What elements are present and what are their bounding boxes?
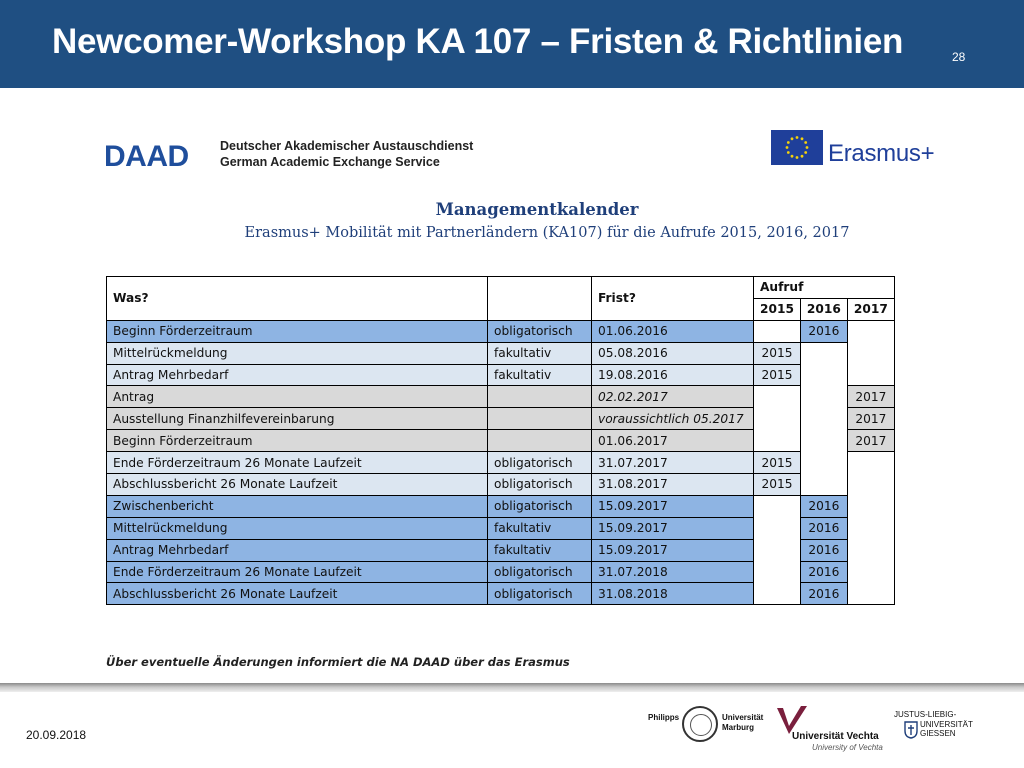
document-title: Managementkalender xyxy=(435,200,639,219)
cell-frist: voraussichtlich 05.2017 xyxy=(592,408,754,430)
cell-type: obligatorisch xyxy=(488,474,592,496)
cell-frist: 31.07.2017 xyxy=(592,452,754,474)
daad-line-en: German Academic Exchange Service xyxy=(220,155,440,169)
cell-2016: 2016 xyxy=(800,320,847,342)
footer-divider xyxy=(0,683,1024,692)
footnote: Über eventuelle Änderungen informiert die NA DAAD über das Erasmus xyxy=(106,655,570,669)
marburg-seal-icon xyxy=(682,706,718,742)
cell-was: Abschlussbericht 26 Monate Laufzeit xyxy=(107,583,488,605)
cell-2017: 2017 xyxy=(847,386,894,408)
cell-type: obligatorisch xyxy=(488,452,592,474)
header-frist: Frist? xyxy=(592,277,754,321)
marburg-logo-text xyxy=(722,713,763,733)
cell-2016: 2016 xyxy=(800,561,847,583)
slide-number: 28 xyxy=(952,50,966,64)
slide-title: Newcomer-Workshop KA 107 – Fristen & Richtlinien xyxy=(52,22,904,61)
cell-2017-empty xyxy=(847,452,894,605)
cell-was: Ende Förderzeitraum 26 Monate Laufzeit xyxy=(107,452,488,474)
philipps-logo-text: Philipps xyxy=(648,713,680,722)
cell-was: Mittelrückmeldung xyxy=(107,517,488,539)
cell-was: Ende Förderzeitraum 26 Monate Laufzeit xyxy=(107,561,488,583)
cell-type xyxy=(488,386,592,408)
daad-logo: DAAD xyxy=(104,140,189,173)
cell-2015-empty xyxy=(754,495,801,604)
document-subtitle: Erasmus+ Mobilität mit Partnerländern (KA107) für die Aufrufe 2015, 2016, 2017 xyxy=(244,225,850,241)
cell-frist: 05.08.2016 xyxy=(592,342,754,364)
cell-was: Antrag Mehrbedarf xyxy=(107,539,488,561)
daad-line-de: Deutscher Akademischer Austauschdienst xyxy=(220,139,474,153)
header-was: Was? xyxy=(107,277,488,321)
cell-frist: 01.06.2016 xyxy=(592,320,754,342)
slide-header xyxy=(0,0,1024,88)
cell-type: fakultativ xyxy=(488,364,592,386)
cell-was: Ausstellung Finanzhilfevereinbarung xyxy=(107,408,488,430)
cell-type: obligatorisch xyxy=(488,561,592,583)
cell-type: obligatorisch xyxy=(488,583,592,605)
footer-date: 20.09.2018 xyxy=(26,728,87,742)
cell-2015: 2015 xyxy=(754,474,801,496)
cell-2016-empty xyxy=(800,342,847,495)
cell-frist: 31.08.2017 xyxy=(592,474,754,496)
cell-was: Antrag Mehrbedarf xyxy=(107,364,488,386)
cell-frist: 15.09.2017 xyxy=(592,539,754,561)
table-row xyxy=(107,474,895,496)
marburg-line2: Marburg xyxy=(722,723,754,732)
daad-subtitle xyxy=(220,138,473,170)
cell-2015: 2015 xyxy=(754,452,801,474)
table-row xyxy=(107,452,895,474)
cell-2017-empty xyxy=(847,320,894,386)
header-year-2016: 2016 xyxy=(800,298,847,320)
cell-frist: 31.07.2018 xyxy=(592,561,754,583)
cell-frist: 31.08.2018 xyxy=(592,583,754,605)
cell-frist: 19.08.2016 xyxy=(592,364,754,386)
erasmus-logo: Erasmus+ xyxy=(828,140,935,167)
header-year-2015: 2015 xyxy=(754,298,801,320)
cell-2015 xyxy=(754,320,801,342)
cell-was: Zwischenbericht xyxy=(107,495,488,517)
cell-2016: 2016 xyxy=(800,517,847,539)
cell-frist: 15.09.2017 xyxy=(592,495,754,517)
cell-was: Mittelrückmeldung xyxy=(107,342,488,364)
table-row xyxy=(107,364,895,386)
marburg-line1: Universität xyxy=(722,713,764,722)
vechta-logo-text: Universität Vechta xyxy=(792,731,879,742)
cell-type: fakultativ xyxy=(488,517,592,539)
cell-was: Antrag xyxy=(107,386,488,408)
eu-flag-icon xyxy=(771,130,823,165)
table-row xyxy=(107,495,895,517)
cell-2016: 2016 xyxy=(800,583,847,605)
header-type xyxy=(488,277,592,321)
giessen-line3: GIESSEN xyxy=(920,729,956,738)
cell-type: fakultativ xyxy=(488,342,592,364)
cell-frist: 01.06.2017 xyxy=(592,430,754,452)
cell-2016: 2016 xyxy=(800,539,847,561)
cell-type: obligatorisch xyxy=(488,320,592,342)
vechta-logo-subtext: University of Vechta xyxy=(812,743,883,752)
header-aufruf: Aufruf xyxy=(754,277,895,299)
cell-was: Beginn Förderzeitraum xyxy=(107,320,488,342)
giessen-line2: UNIVERSITÄT xyxy=(920,719,973,729)
cell-2015: 2015 xyxy=(754,342,801,364)
management-calendar-table xyxy=(106,276,895,605)
table-row xyxy=(107,320,895,342)
cell-frist: 15.09.2017 xyxy=(592,517,754,539)
cell-type xyxy=(488,408,592,430)
cell-2017: 2017 xyxy=(847,430,894,452)
cell-type: obligatorisch xyxy=(488,495,592,517)
table-header-row xyxy=(107,277,895,299)
table-row xyxy=(107,342,895,364)
cell-2016: 2016 xyxy=(800,495,847,517)
table-row xyxy=(107,386,895,408)
header-year-2017: 2017 xyxy=(847,298,894,320)
cell-2017: 2017 xyxy=(847,408,894,430)
giessen-logo-text xyxy=(894,710,973,739)
cell-type: fakultativ xyxy=(488,539,592,561)
cell-was: Beginn Förderzeitraum xyxy=(107,430,488,452)
cell-frist: 02.02.2017 xyxy=(592,386,754,408)
cell-2015: 2015 xyxy=(754,364,801,386)
cell-2015-empty xyxy=(754,386,801,452)
cell-type xyxy=(488,430,592,452)
giessen-line1: JUSTUS-LIEBIG- xyxy=(894,710,957,719)
cell-was: Abschlussbericht 26 Monate Laufzeit xyxy=(107,474,488,496)
